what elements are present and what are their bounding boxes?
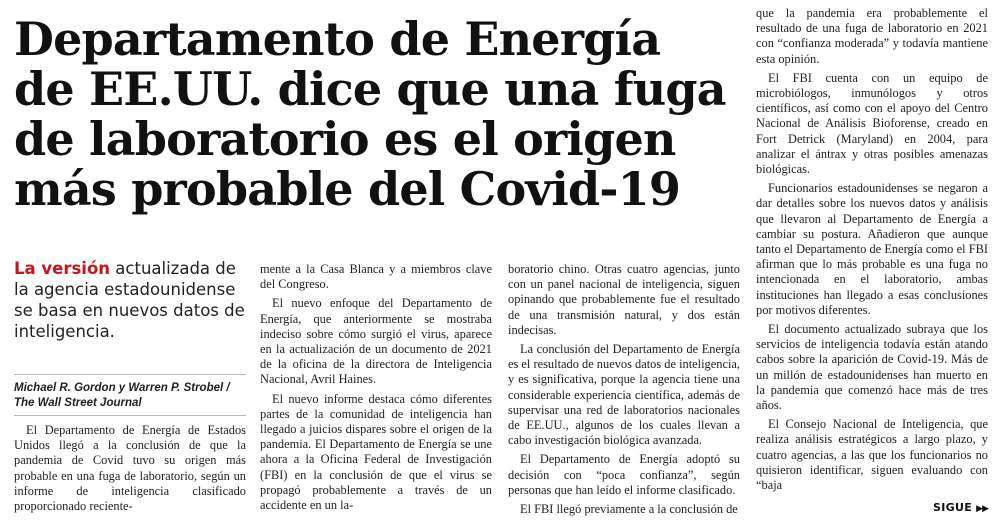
paragraph: El nuevo informe destaca cómo diferentes partes de la comunidad de inteligencia han llegado a juicios dispares sobre el origen de la pandemia. El Departamento de Energía se une ahora a la Oficina Federal de Investigación (FBI) en la conclusión de que el virus se propagó probablemente a través de un accidente en un la- xyxy=(260,391,492,513)
divider xyxy=(14,415,246,416)
paragraph: Funcionarios estadounidenses se negaron a dar detalles sobre los nuevos datos y análisis que llevaron al Departamento de Energía a cambiar su postura. Añadieron que aunque tanto el Departamento de Energía como el FBI afirman que lo más probable es una fuga no intencionada en el laboratorio, ambas instituciones han llegado a esas conclusiones por motivos diferentes. xyxy=(756,181,988,317)
lead-summary xyxy=(14,258,246,342)
paragraph: El FBI llegó previamente a la conclusión de xyxy=(520,502,738,517)
article-column-2 xyxy=(260,262,492,517)
paragraph: mente a la Casa Blanca y a miembros clave del Congreso. xyxy=(260,262,492,292)
paragraph: boratorio chino. Otras cuatro agencias, junto con un panel nacional de inteligencia, siguen opinando que probablemente fue el resultado de una transmisión natural, y dos están indecisas. xyxy=(508,262,740,337)
paragraph: El Departamento de Energía adoptó su decisión con “poca confianza”, según personas que han leído el informe clasificado. xyxy=(508,452,740,497)
article-column-3 xyxy=(508,262,740,521)
paragraph: La conclusión del Departamento de Energía es el resultado de nuevos datos de inteligencia, y es significativa, porque la agencia tiene una considerable experiencia científica, además de supervisar una red de laboratorios nacionales de EE.UU., algunos de los cuales llevan a cabo investigación biológica avanzada. xyxy=(508,342,740,448)
continue-label: SIGUE xyxy=(933,501,973,514)
paragraph: El nuevo enfoque del Departamento de Energía, que anteriormente se mostraba indeciso sobre cómo surgió el virus, aparece en la actualización de un documento de 2021 de la oficina de la directora de Inteligencia Nacional, Avril Haines. xyxy=(260,296,492,387)
divider xyxy=(14,374,246,375)
lead-text: actualizada de la agencia estadounidense se basa en nuevos datos de inteligencia. xyxy=(14,259,245,341)
article-column-1 xyxy=(14,423,246,518)
paragraph: El Consejo Nacional de Inteligencia, que realiza análisis estratégicos a largo plazo, y cuatro agencias, a las que los funcionarios no quisieron identificar, siguen evaluando con “baja xyxy=(756,417,988,493)
paragraph: El Departamento de Energía de Estados Unidos llegó a la conclusión de que la pandemia de Covid tuvo su origen más probable en una fuga de laboratorio, según un informe de inteligencia clasificado proporcionado reciente- xyxy=(14,423,246,514)
paragraph: El FBI cuenta con un equipo de microbiólogos, inmunólogos y otros científicos, así como con el apoyo del Centro Nacional de Análisis Bioforense, creado en Fort Detrick (Maryland) en 2004, para analizar el ántrax y otras posibles amenazas biológicas. xyxy=(756,70,988,177)
paragraph: que la pandemia era probablemente el resultado de una fuga de laboratorio en 2021 con “confianza moderada” y todavía mantiene esta opinión. xyxy=(756,6,988,66)
continue-marker xyxy=(933,501,988,514)
double-arrow-icon: ▶▶ xyxy=(976,504,988,514)
paragraph: El documento actualizado subraya que los servicios de inteligencia todavía están atando cabos sobre la aparición de Covid-19. Más de un millón de estadounidenses han muerto en la pandemia que comenzó hace más de tres años. xyxy=(756,322,988,413)
byline: Michael R. Gordon y Warren P. Strobel / The Wall Street Journal xyxy=(14,382,230,409)
lead-kicker: La versión xyxy=(14,259,111,278)
article-column-4 xyxy=(756,6,988,497)
headline: Departamento de Energía de EE.UU. dice que una fuga de laboratorio es el origen más probable del Covid-19 xyxy=(14,12,726,216)
